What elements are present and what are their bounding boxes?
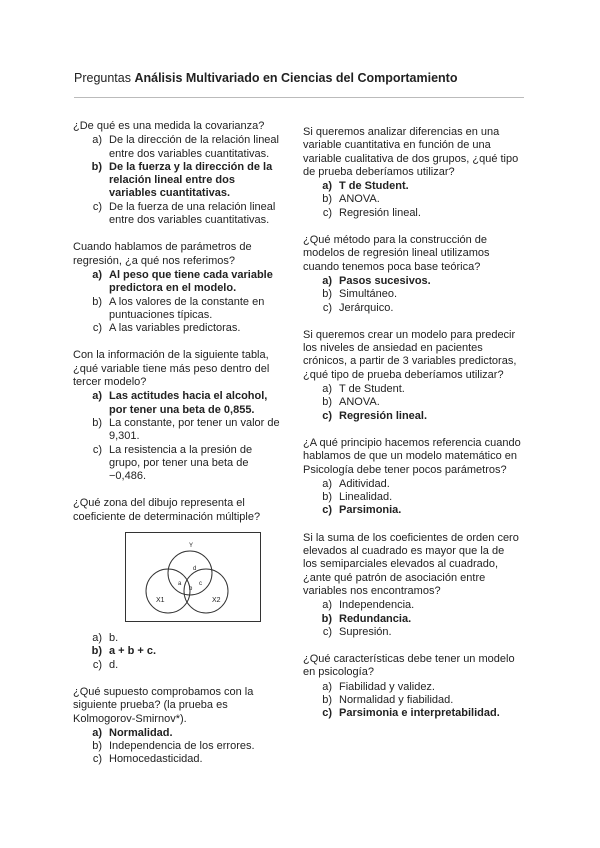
option-label: c) <box>92 200 102 213</box>
answer-option-correct <box>303 613 521 626</box>
option-text: ANOVA. <box>339 396 380 409</box>
option-label: b) <box>321 612 332 625</box>
option-text: De la fuerza de una relación lineal entre dos variables cuantitativas. <box>109 200 276 227</box>
option-label: c) <box>92 753 102 766</box>
option-label: a) <box>92 726 102 739</box>
venn-figure <box>125 532 261 622</box>
option-label: c) <box>322 504 332 517</box>
question-block <box>73 497 285 671</box>
question-block <box>73 120 285 227</box>
option-text: Aditividad. <box>339 477 390 490</box>
option-label: b) <box>91 645 102 658</box>
option-text: Al peso que tiene cada variable predictora en el modelo. <box>109 268 273 295</box>
venn-label-a: a <box>178 581 182 588</box>
question-block <box>303 437 521 518</box>
option-label: c) <box>322 625 332 638</box>
option-text: De la dirección de la relación lineal entre dos variables cuantitativas. <box>109 134 279 160</box>
option-text: Regresión lineal. <box>339 206 421 219</box>
venn-diagram <box>126 533 260 621</box>
answer-option <box>73 632 285 645</box>
venn-label-b: b <box>189 586 193 593</box>
question-block <box>303 234 521 315</box>
answer-option <box>303 694 521 707</box>
answer-option <box>303 383 521 396</box>
option-text: De la fuerza y la dirección de la relación lineal entre dos variables cuantitativas. <box>109 160 273 200</box>
option-text: Jerárquico. <box>339 301 394 314</box>
answer-option <box>73 417 285 444</box>
option-label: c) <box>92 322 102 335</box>
answer-option-correct <box>303 410 521 423</box>
option-label: b) <box>322 396 332 409</box>
answer-option <box>303 207 521 220</box>
question-text: Cuando hablamos de parámetros de regresión, ¿a qué nos referimos? <box>73 241 252 267</box>
option-text: Redundancia. <box>339 612 412 625</box>
option-text: A los valores de la constante en puntuaciones típicas. <box>109 295 265 321</box>
option-text: Simultáneo. <box>339 288 398 301</box>
option-label: a) <box>322 680 332 693</box>
question-text: Si la suma de los coeficientes de orden cero elevados al cuadrado es mayor que la de los semiparciales elevados al cuadrado, ¿ante qué patrón de asociación entre variables nos encontramos? <box>303 531 519 597</box>
option-text: Normalidad y fiabilidad. <box>339 693 454 706</box>
question-text: ¿Qué método para la construcción de modelos de regresión lineal utilizamos cuando tenemos poca base teórica? <box>303 234 490 273</box>
option-text: Homocedasticidad. <box>109 753 203 766</box>
option-text: La constante, por tener un valor de 9,301. <box>109 416 280 443</box>
question-block <box>303 329 521 423</box>
option-label: b) <box>322 491 332 504</box>
option-text: Parsimonia e interpretabilidad. <box>339 707 500 720</box>
question-block <box>303 532 521 639</box>
answer-option <box>73 444 285 484</box>
header-prefix: Preguntas <box>74 71 131 85</box>
option-text: A las variables predictoras. <box>109 322 241 335</box>
page-header <box>74 71 457 85</box>
option-label: a) <box>92 268 102 281</box>
option-label: a) <box>322 274 332 287</box>
question-text: ¿De qué es una medida la covarianza? <box>73 120 265 132</box>
venn-label-y: Y <box>189 543 194 550</box>
option-label: c) <box>322 301 332 314</box>
option-label: a) <box>322 383 332 396</box>
venn-label-x2: X2 <box>212 597 221 605</box>
option-text: b. <box>109 632 119 645</box>
answer-option <box>303 478 521 491</box>
answer-option <box>73 296 285 323</box>
venn-label-x1: X1 <box>156 597 165 605</box>
option-text: T de Student. <box>339 180 409 193</box>
answer-option-correct <box>73 161 285 201</box>
question-text: Con la información de la siguiente tabla, ¿qué variable tiene más peso dentro del tercer modelo? <box>73 349 270 389</box>
left-question-column <box>73 120 285 781</box>
answer-option <box>73 322 285 335</box>
header-title: Análisis Multivariado en Ciencias del Comportamiento <box>134 71 458 85</box>
question-text: Si queremos crear un modelo para predecir los niveles de ansiedad en pacientes crónicos, a partir de 3 variables predictoras, ¿qué tipo de prueba deberíamos utilizar? <box>303 328 517 381</box>
question-block <box>73 241 285 335</box>
option-text: Independencia de los errores. <box>109 740 255 753</box>
answer-option <box>303 491 521 504</box>
option-label: b) <box>322 693 332 706</box>
answer-option <box>303 302 521 315</box>
answer-option-correct <box>303 180 521 193</box>
option-text: Fiabilidad y validez. <box>339 680 435 693</box>
option-label: b) <box>322 288 332 301</box>
answer-option <box>303 193 521 206</box>
option-label: a) <box>322 599 332 612</box>
answer-option <box>303 288 521 301</box>
option-label: c) <box>322 707 332 720</box>
answer-option-correct <box>73 390 285 417</box>
option-label: c) <box>92 443 102 456</box>
option-text: Linealidad. <box>339 491 393 504</box>
header-divider <box>74 97 524 98</box>
answer-option <box>303 626 521 639</box>
answer-option-correct <box>303 275 521 288</box>
question-block <box>303 653 521 720</box>
option-label: b) <box>91 160 102 173</box>
question-block <box>73 349 285 483</box>
option-text: La resistencia a la presión de grupo, por tener una beta de −0,486. <box>109 443 253 483</box>
answer-option <box>73 134 285 161</box>
option-label: b) <box>92 416 102 429</box>
option-label: a) <box>322 477 332 490</box>
option-text: Las actitudes hacia el alcohol, por tener una beta de 0,855. <box>109 390 268 416</box>
answer-option-correct <box>73 645 285 658</box>
option-text: Parsimonia. <box>339 504 402 517</box>
answer-option <box>303 396 521 409</box>
option-label: b) <box>92 295 102 308</box>
option-label: c) <box>322 206 332 219</box>
option-text: d. <box>109 658 119 671</box>
option-text: ANOVA. <box>339 193 380 206</box>
option-label: a) <box>92 390 102 403</box>
answer-option <box>303 681 521 694</box>
option-label: b) <box>322 193 332 206</box>
option-label: c) <box>92 658 102 671</box>
option-label: a) <box>322 180 332 193</box>
venn-label-d: d <box>193 566 197 573</box>
answer-option-correct <box>73 269 285 296</box>
option-text: Pasos sucesivos. <box>339 274 431 287</box>
question-block <box>73 686 285 767</box>
question-text: ¿A qué principio hacemos referencia cuando hablamos de que un modelo matemático en Psicología debe tener pocos parámetros? <box>303 436 521 476</box>
answer-option <box>73 659 285 672</box>
option-text: Supresión. <box>339 625 392 638</box>
right-question-column <box>303 126 521 735</box>
option-text: T de Student. <box>339 383 405 396</box>
option-text: Regresión lineal. <box>339 409 428 422</box>
answer-option-correct <box>73 727 285 740</box>
option-text: a + b + c. <box>109 645 157 658</box>
answer-option <box>73 753 285 766</box>
option-text: Independencia. <box>339 599 415 612</box>
option-label: b) <box>92 740 102 753</box>
answer-option <box>303 599 521 612</box>
question-text: ¿Qué zona del dibujo representa el coeficiente de determinación múltiple? <box>73 497 261 523</box>
option-label: a) <box>92 134 102 147</box>
question-block <box>303 126 521 220</box>
option-label: c) <box>322 409 332 422</box>
question-text: Si queremos analizar diferencias en una variable cuantitativa en función de una variable cualitativa de dos grupos, ¿qué tipo de prueba deberíamos utilizar? <box>303 126 519 178</box>
option-label: a) <box>92 632 102 645</box>
question-text: ¿Qué características debe tener un modelo en psicología? <box>303 653 515 679</box>
question-text: ¿Qué supuesto comprobamos con la siguiente prueba? (la prueba es Kolmogorov-Smirnov*). <box>73 685 254 725</box>
venn-label-c: c <box>199 581 202 588</box>
answer-option <box>73 201 285 228</box>
answer-option <box>73 740 285 753</box>
answer-option-correct <box>303 504 521 517</box>
answer-option-correct <box>303 707 521 720</box>
option-text: Normalidad. <box>109 726 173 739</box>
